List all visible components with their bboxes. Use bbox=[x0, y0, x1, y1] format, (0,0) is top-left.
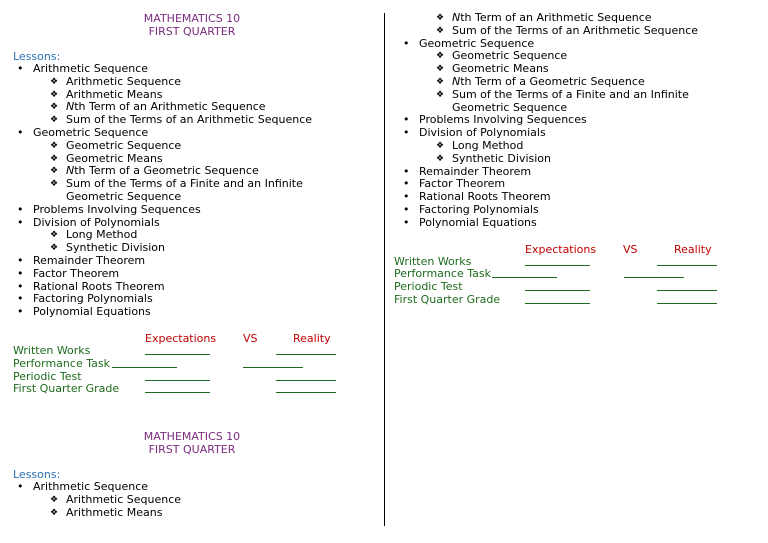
list-item-text: th Term of a Geometric Sequence bbox=[74, 164, 259, 178]
left-column bbox=[0, 0, 384, 520]
list-item: • Factor Theorem bbox=[0, 268, 384, 281]
list-item: ❖ Synthetic Division bbox=[386, 153, 768, 166]
list-item: • Polynomial Equations bbox=[0, 306, 384, 319]
vs-header: VS bbox=[243, 331, 258, 345]
quarter-heading-repeat: FIRST QUARTER bbox=[148, 443, 236, 457]
expectation-blank[interactable] bbox=[145, 392, 210, 393]
list-item: ❖ Long Method bbox=[0, 229, 384, 242]
lesson-list-repeat bbox=[0, 481, 384, 519]
grade-label: First Quarter Grade bbox=[394, 292, 501, 306]
list-item: • Arithmetic Sequence bbox=[0, 63, 384, 76]
expectation-blank[interactable] bbox=[525, 303, 590, 304]
list-item-text: th Term of a Geometric Sequence bbox=[460, 74, 645, 88]
grades-table bbox=[0, 332, 384, 396]
list-item: ❖ Sum of the Terms of a Finite and an Infinite bbox=[386, 89, 768, 102]
list-item: • Problems Involving Sequences bbox=[386, 114, 768, 127]
expectation-blank[interactable] bbox=[525, 265, 590, 266]
list-item: • Remainder Theorem bbox=[0, 255, 384, 268]
grades-table-right bbox=[386, 243, 768, 307]
list-item: • Division of Polynomials bbox=[386, 127, 768, 140]
list-item: • Geometric Sequence bbox=[0, 127, 384, 140]
list-item bbox=[386, 76, 768, 89]
list-item: ❖ Sum of the Terms of an Arithmetic Sequence bbox=[0, 114, 384, 127]
list-item: ❖ Arithmetic Means bbox=[0, 89, 384, 102]
list-item-text: th Term of an Arithmetic Sequence bbox=[460, 11, 652, 24]
reality-blank[interactable] bbox=[624, 277, 684, 278]
n-letter: N bbox=[452, 11, 461, 24]
reality-header: Reality bbox=[293, 331, 331, 345]
n-letter: N bbox=[66, 164, 75, 178]
reality-blank[interactable] bbox=[657, 290, 717, 291]
reality-blank[interactable] bbox=[657, 303, 717, 304]
list-item-text: th Term of an Arithmetic Sequence bbox=[74, 100, 266, 114]
list-item: ❖ Geometric Sequence bbox=[386, 50, 768, 63]
list-item: • Arithmetic Sequence bbox=[0, 481, 384, 494]
grade-row-final bbox=[13, 383, 384, 396]
reality-blank[interactable] bbox=[276, 380, 336, 381]
list-item: ❖ Arithmetic Means bbox=[0, 507, 384, 520]
grade-label: Written Works bbox=[394, 254, 472, 268]
expectation-blank[interactable] bbox=[145, 354, 210, 355]
list-item: ❖ Synthetic Division bbox=[0, 242, 384, 255]
list-item-continuation: Geometric Sequence bbox=[66, 189, 182, 203]
list-item: • Remainder Theorem bbox=[386, 166, 768, 179]
expectation-blank[interactable] bbox=[112, 367, 177, 368]
grade-label: First Quarter Grade bbox=[13, 382, 120, 396]
list-item: • Geometric Sequence bbox=[386, 38, 768, 51]
list-item-continuation: Geometric Sequence bbox=[452, 100, 568, 114]
page-title-repeat: MATHEMATICS 10 bbox=[143, 430, 241, 444]
list-item: • Factoring Polynomials bbox=[0, 293, 384, 306]
grade-label: Periodic Test bbox=[394, 280, 463, 294]
lesson-list-continued bbox=[386, 12, 768, 230]
list-item: ❖ Long Method bbox=[386, 140, 768, 153]
reality-blank[interactable] bbox=[276, 354, 336, 355]
page-title: MATHEMATICS 10 bbox=[143, 12, 241, 25]
lesson-list bbox=[0, 63, 384, 319]
grades-header bbox=[394, 243, 768, 256]
list-item: • Rational Roots Theorem bbox=[0, 281, 384, 294]
list-item: ❖ Arithmetic Sequence bbox=[0, 494, 384, 507]
expectations-header: Expectations bbox=[145, 331, 217, 345]
vs-header: VS bbox=[623, 242, 638, 256]
grade-label: Performance Task bbox=[394, 267, 491, 281]
expectation-blank[interactable] bbox=[145, 380, 210, 381]
list-item: ❖ Sum of the Terms of a Finite and an Infinite bbox=[0, 178, 384, 191]
list-item: • Factoring Polynomials bbox=[386, 204, 768, 217]
grade-label: Written Works bbox=[13, 343, 91, 357]
right-column bbox=[386, 0, 768, 307]
reality-blank[interactable] bbox=[243, 367, 303, 368]
list-item: • Problems Involving Sequences bbox=[0, 204, 384, 217]
column-divider bbox=[384, 13, 385, 526]
list-item: ❖ Sum of the Terms of an Arithmetic Sequence bbox=[386, 25, 768, 38]
n-letter: N bbox=[452, 74, 461, 88]
list-item bbox=[386, 12, 768, 25]
list-item: • Rational Roots Theorem bbox=[386, 191, 768, 204]
lessons-label-repeat: Lessons: bbox=[13, 468, 61, 482]
reality-blank[interactable] bbox=[276, 392, 336, 393]
list-item: ❖ Geometric Sequence bbox=[0, 140, 384, 153]
grade-row-written bbox=[13, 345, 384, 358]
quarter-heading: FIRST QUARTER bbox=[148, 25, 236, 38]
lessons-label: Lessons: bbox=[13, 50, 61, 63]
list-item: ❖ Geometric Means bbox=[0, 153, 384, 166]
grades-header bbox=[13, 332, 384, 345]
list-item: • Factor Theorem bbox=[386, 178, 768, 191]
expectation-blank[interactable] bbox=[492, 277, 557, 278]
reality-header: Reality bbox=[674, 242, 712, 256]
list-item: • Division of Polynomials bbox=[0, 217, 384, 230]
grade-row-final bbox=[394, 294, 768, 307]
reality-blank[interactable] bbox=[657, 265, 717, 266]
grade-row-performance bbox=[13, 358, 384, 371]
grade-label: Performance Task bbox=[13, 356, 110, 370]
list-item: ❖ Arithmetic Sequence bbox=[0, 76, 384, 89]
expectations-header: Expectations bbox=[525, 242, 597, 256]
grade-label: Periodic Test bbox=[13, 369, 82, 383]
n-letter: N bbox=[66, 100, 75, 114]
list-item: • Polynomial Equations bbox=[386, 217, 768, 230]
list-item: ❖ Geometric Means bbox=[386, 63, 768, 76]
expectation-blank[interactable] bbox=[525, 290, 590, 291]
